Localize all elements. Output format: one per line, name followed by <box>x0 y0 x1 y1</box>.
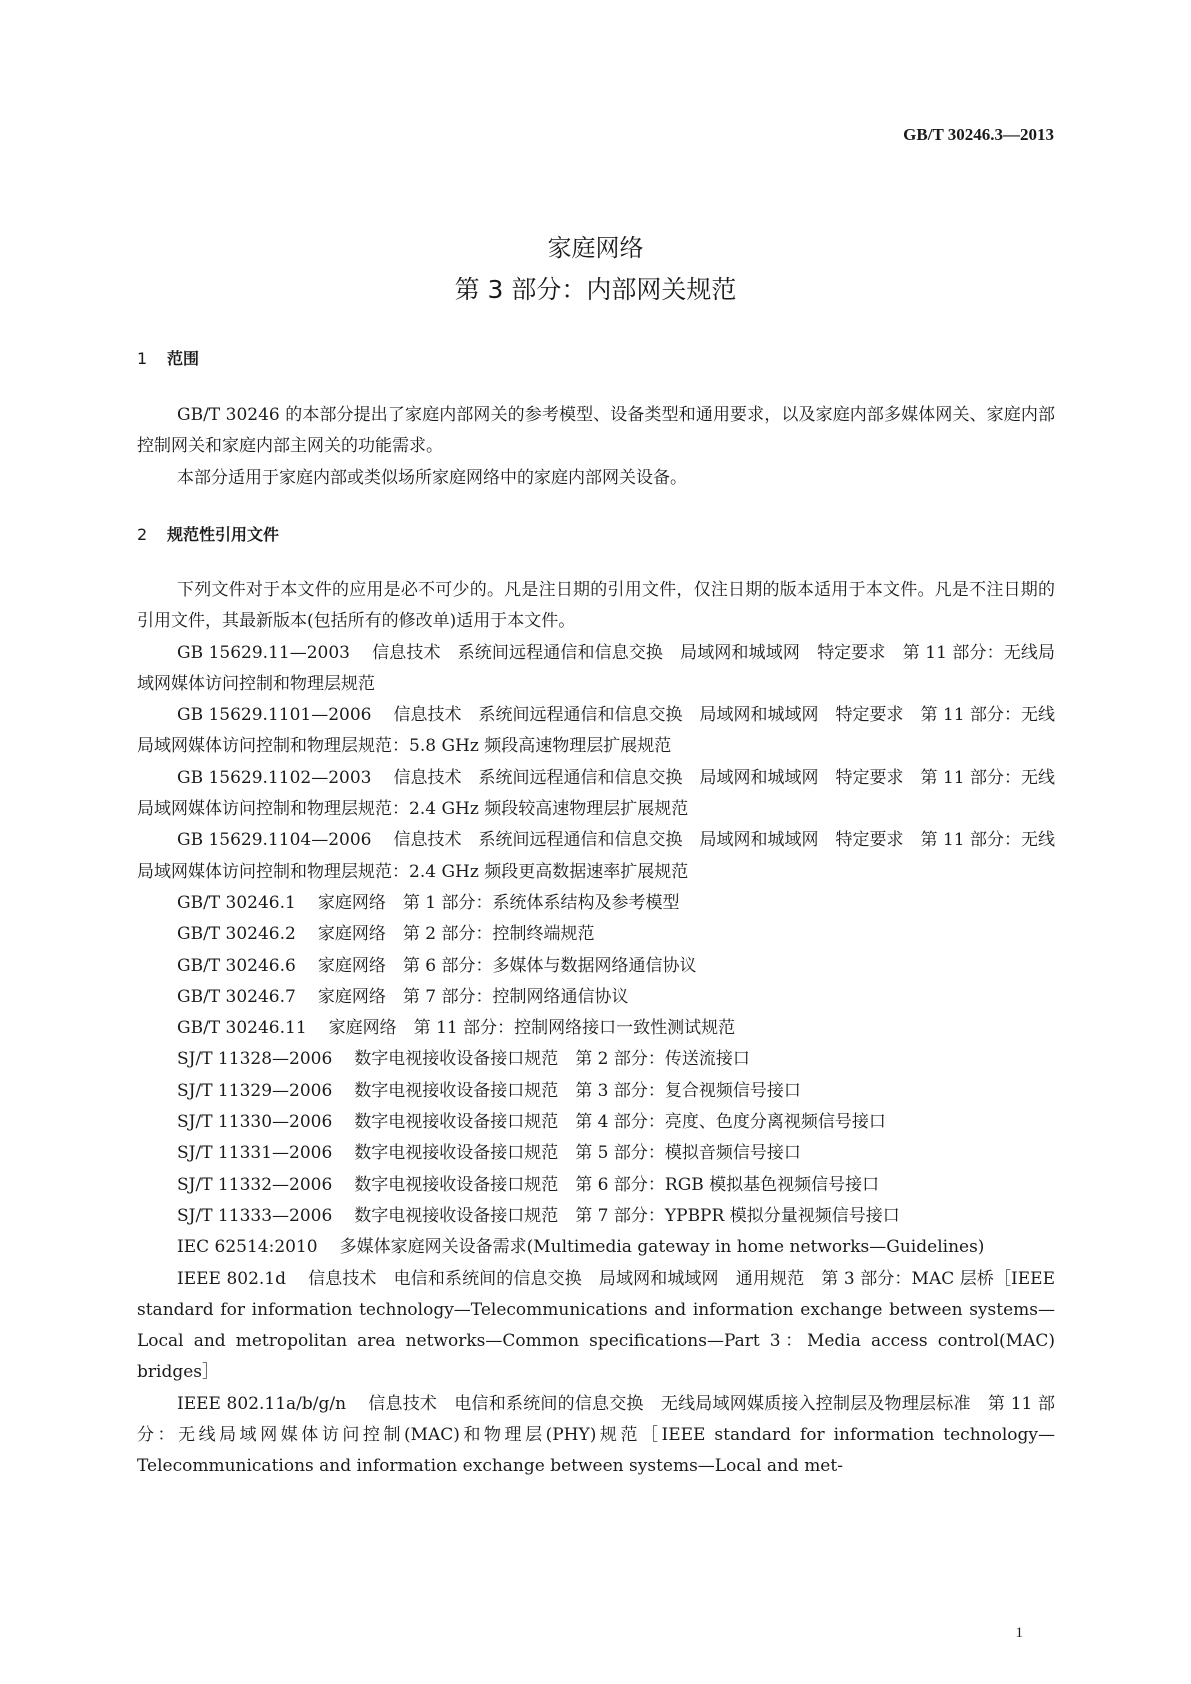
reference-list <box>137 638 1055 1483</box>
reference-entry <box>137 1264 1055 1389</box>
reference-entry <box>137 1044 1055 1075</box>
reference-entry <box>137 1138 1055 1169</box>
reference-code: GB/T 30246.2 <box>177 924 296 945</box>
reference-code: GB 15629.11—2003 <box>177 642 350 663</box>
reference-entry <box>137 1013 1055 1044</box>
reference-title: 信息技术 系统间远程通信和信息交换 局域网和城域网 特定要求 第 11 部分：无线局域网媒体访问控制和物理层规范：5.8 GHz 频段高速物理层扩展规范 <box>137 705 1055 757</box>
reference-code: SJ/T 11330—2006 <box>177 1112 333 1133</box>
reference-code: GB/T 30246.6 <box>177 955 296 976</box>
reference-entry <box>137 1201 1055 1232</box>
reference-title: 信息技术 系统间远程通信和信息交换 局域网和城域网 特定要求 第 11 部分：无线局域网媒体访问控制和物理层规范：2.4 GHz 频段较高速物理层扩展规范 <box>137 767 1055 820</box>
reference-entry <box>137 1107 1055 1138</box>
document-title-line2: 第 3 部分：内部网关规范 <box>454 275 737 304</box>
reference-title: 数字电视接收设备接口规范 第 7 部分：YPBPR 模拟分量视频信号接口 <box>354 1205 900 1226</box>
section-2-heading <box>137 522 279 545</box>
reference-title: 数字电视接收设备接口规范 第 5 部分：模拟音频信号接口 <box>354 1143 801 1164</box>
reference-title: 信息技术 电信和系统间的信息交换 无线局域网媒质接入控制层及物理层标准 第 11 部分：无线局域网媒体访问控制(MAC)和物理层(PHY)规范［IEEE standard for information technology—Telecommunications and information exchange between systems—Local and met- <box>137 1393 1055 1477</box>
reference-title: 信息技术 系统间远程通信和信息交换 局域网和城域网 特定要求 第 11 部分：无线局域网媒体访问控制和物理层规范：2.4 GHz 频段更高数据速率扩展规范 <box>137 830 1055 882</box>
reference-entry <box>137 919 1055 950</box>
reference-entry <box>137 1076 1055 1107</box>
section-title: 范围 <box>167 349 200 368</box>
reference-code: SJ/T 11328—2006 <box>177 1049 333 1070</box>
section-2-body <box>137 575 1055 1483</box>
document-title-line1: 家庭网络 <box>547 234 644 262</box>
reference-entry <box>137 825 1055 888</box>
reference-entry <box>137 982 1055 1013</box>
reference-title: 家庭网络 第 1 部分：系统体系结构及参考模型 <box>317 892 680 913</box>
reference-title: 信息技术 电信和系统间的信息交换 局域网和城域网 通用规范 第 3 部分：MAC 层桥［IEEE standard for information technology—Telecommunications and information exchange between systems—Local and metropolitan area networks—Common specifications—Part 3：Media access control(MAC) bridges］ <box>137 1268 1055 1383</box>
reference-entry <box>137 1389 1055 1483</box>
reference-code: GB 15629.1101—2006 <box>177 705 372 726</box>
paragraph: GB/T 30246 的本部分提出了家庭内部网关的参考模型、设备类型和通用要求，以及家庭内部多媒体网关、家庭内部控制网关和家庭内部主网关的功能需求。 <box>137 405 1055 457</box>
reference-code: IEEE 802.11a/b/g/n <box>177 1393 347 1414</box>
reference-code: IEC 62514:2010 <box>177 1237 318 1258</box>
reference-title: 家庭网络 第 2 部分：控制终端规范 <box>317 924 595 945</box>
reference-entry <box>137 888 1055 919</box>
reference-code: IEEE 802.1d <box>177 1268 287 1289</box>
reference-title: 信息技术 系统间远程通信和信息交换 局域网和城域网 特定要求 第 11 部分：无线局域网媒体访问控制和物理层规范 <box>137 642 1055 694</box>
reference-entry <box>137 1232 1055 1263</box>
reference-entry <box>137 700 1055 763</box>
paragraph: 本部分适用于家庭内部或类似场所家庭网络中的家庭内部网关设备。 <box>177 467 687 488</box>
reference-title: 多媒体家庭网关设备需求(Multimedia gateway in home networks—Guidelines) <box>339 1237 985 1258</box>
paragraph: 下列文件对于本文件的应用是必不可少的。凡是注日期的引用文件，仅注日期的版本适用于本文件。凡是不注日期的引用文件，其最新版本(包括所有的修改单)适用于本文件。 <box>137 580 1055 632</box>
reference-title: 数字电视接收设备接口规范 第 3 部分：复合视频信号接口 <box>354 1080 801 1101</box>
reference-entry <box>137 638 1055 701</box>
reference-entry <box>137 763 1055 826</box>
section-1-heading <box>137 346 199 369</box>
section-1-body <box>137 400 1055 494</box>
reference-code: SJ/T 11329—2006 <box>177 1080 333 1101</box>
reference-code: GB 15629.1102—2003 <box>177 767 372 788</box>
reference-title: 数字电视接收设备接口规范 第 6 部分：RGB 模拟基色视频信号接口 <box>354 1174 880 1195</box>
reference-code: GB/T 30246.11 <box>177 1018 307 1039</box>
reference-title: 家庭网络 第 11 部分：控制网络接口一致性测试规范 <box>328 1018 736 1039</box>
reference-code: GB/T 30246.1 <box>177 892 296 913</box>
reference-entry <box>137 951 1055 982</box>
reference-code: GB/T 30246.7 <box>177 986 296 1007</box>
reference-code: GB 15629.1104—2006 <box>177 830 372 851</box>
reference-title: 家庭网络 第 6 部分：多媒体与数据网络通信协议 <box>317 955 697 976</box>
section-number: 1 <box>137 349 148 368</box>
reference-code: SJ/T 11332—2006 <box>177 1174 333 1195</box>
reference-title: 家庭网络 第 7 部分：控制网络通信协议 <box>317 986 629 1007</box>
reference-code: SJ/T 11331—2006 <box>177 1143 333 1164</box>
section-title: 规范性引用文件 <box>167 525 280 544</box>
reference-code: SJ/T 11333—2006 <box>177 1205 333 1226</box>
document-code: GB/T 30246.3—2013 <box>903 125 1054 144</box>
section-number: 2 <box>137 525 148 544</box>
page-number: 1 <box>1015 1625 1023 1641</box>
reference-title: 数字电视接收设备接口规范 第 2 部分：传送流接口 <box>354 1049 750 1070</box>
reference-title: 数字电视接收设备接口规范 第 4 部分：亮度、色度分离视频信号接口 <box>354 1112 886 1133</box>
reference-entry <box>137 1170 1055 1201</box>
